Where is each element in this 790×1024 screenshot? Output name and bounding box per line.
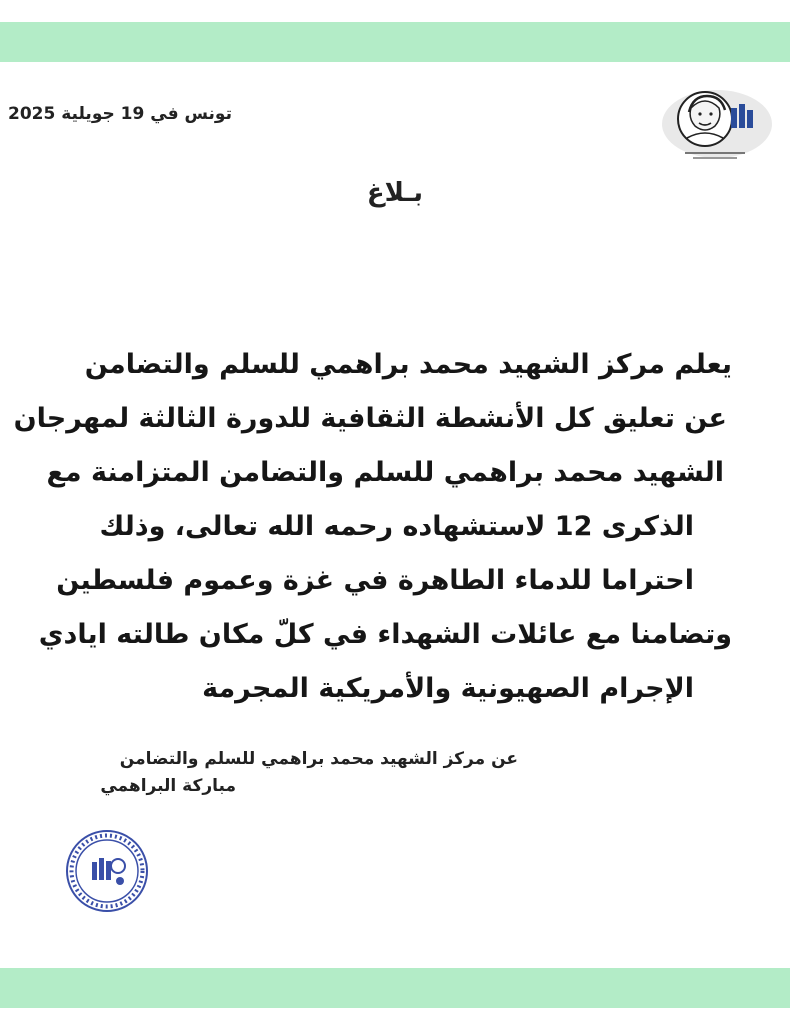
center-logo-icon xyxy=(655,86,773,166)
body-line: الشهيد محمد براهمي للسلم والتضامن المتزامنة مع xyxy=(46,457,724,488)
body-line: عن تعليق كل الأنشطة الثقافية للدورة الثالثة لمهرجان xyxy=(13,403,727,434)
signature-organization: عن مركز الشهيد محمد براهمي للسلم والتضامن xyxy=(119,749,518,769)
signature-block xyxy=(58,746,518,800)
body-line: يعلم مركز الشهيد محمد براهمي للسلم والتضامن xyxy=(84,349,732,380)
bottom-green-band xyxy=(0,968,790,1008)
body-line: احتراما للدماء الطاهرة في غزة وعموم فلسطين xyxy=(56,565,694,596)
stamp-seal-icon xyxy=(64,828,150,914)
body-line: وتضامنا مع عائلات الشهداء في كلّ مكان طالته ايادي xyxy=(38,619,732,650)
top-green-band xyxy=(0,22,790,62)
document-date: تونس في 19 جويلية 2025 xyxy=(8,104,232,124)
body-line: الإجرام الصهيونية والأمريكية المجرمة xyxy=(202,673,694,704)
body-line: الذكرى 12 لاستشهاده رحمه الله تعالى، وذلك xyxy=(99,511,694,542)
document-title: بـلاغ xyxy=(366,178,424,208)
announcement-body xyxy=(13,338,732,716)
signature-name: مباركة البراهمي xyxy=(100,776,236,796)
